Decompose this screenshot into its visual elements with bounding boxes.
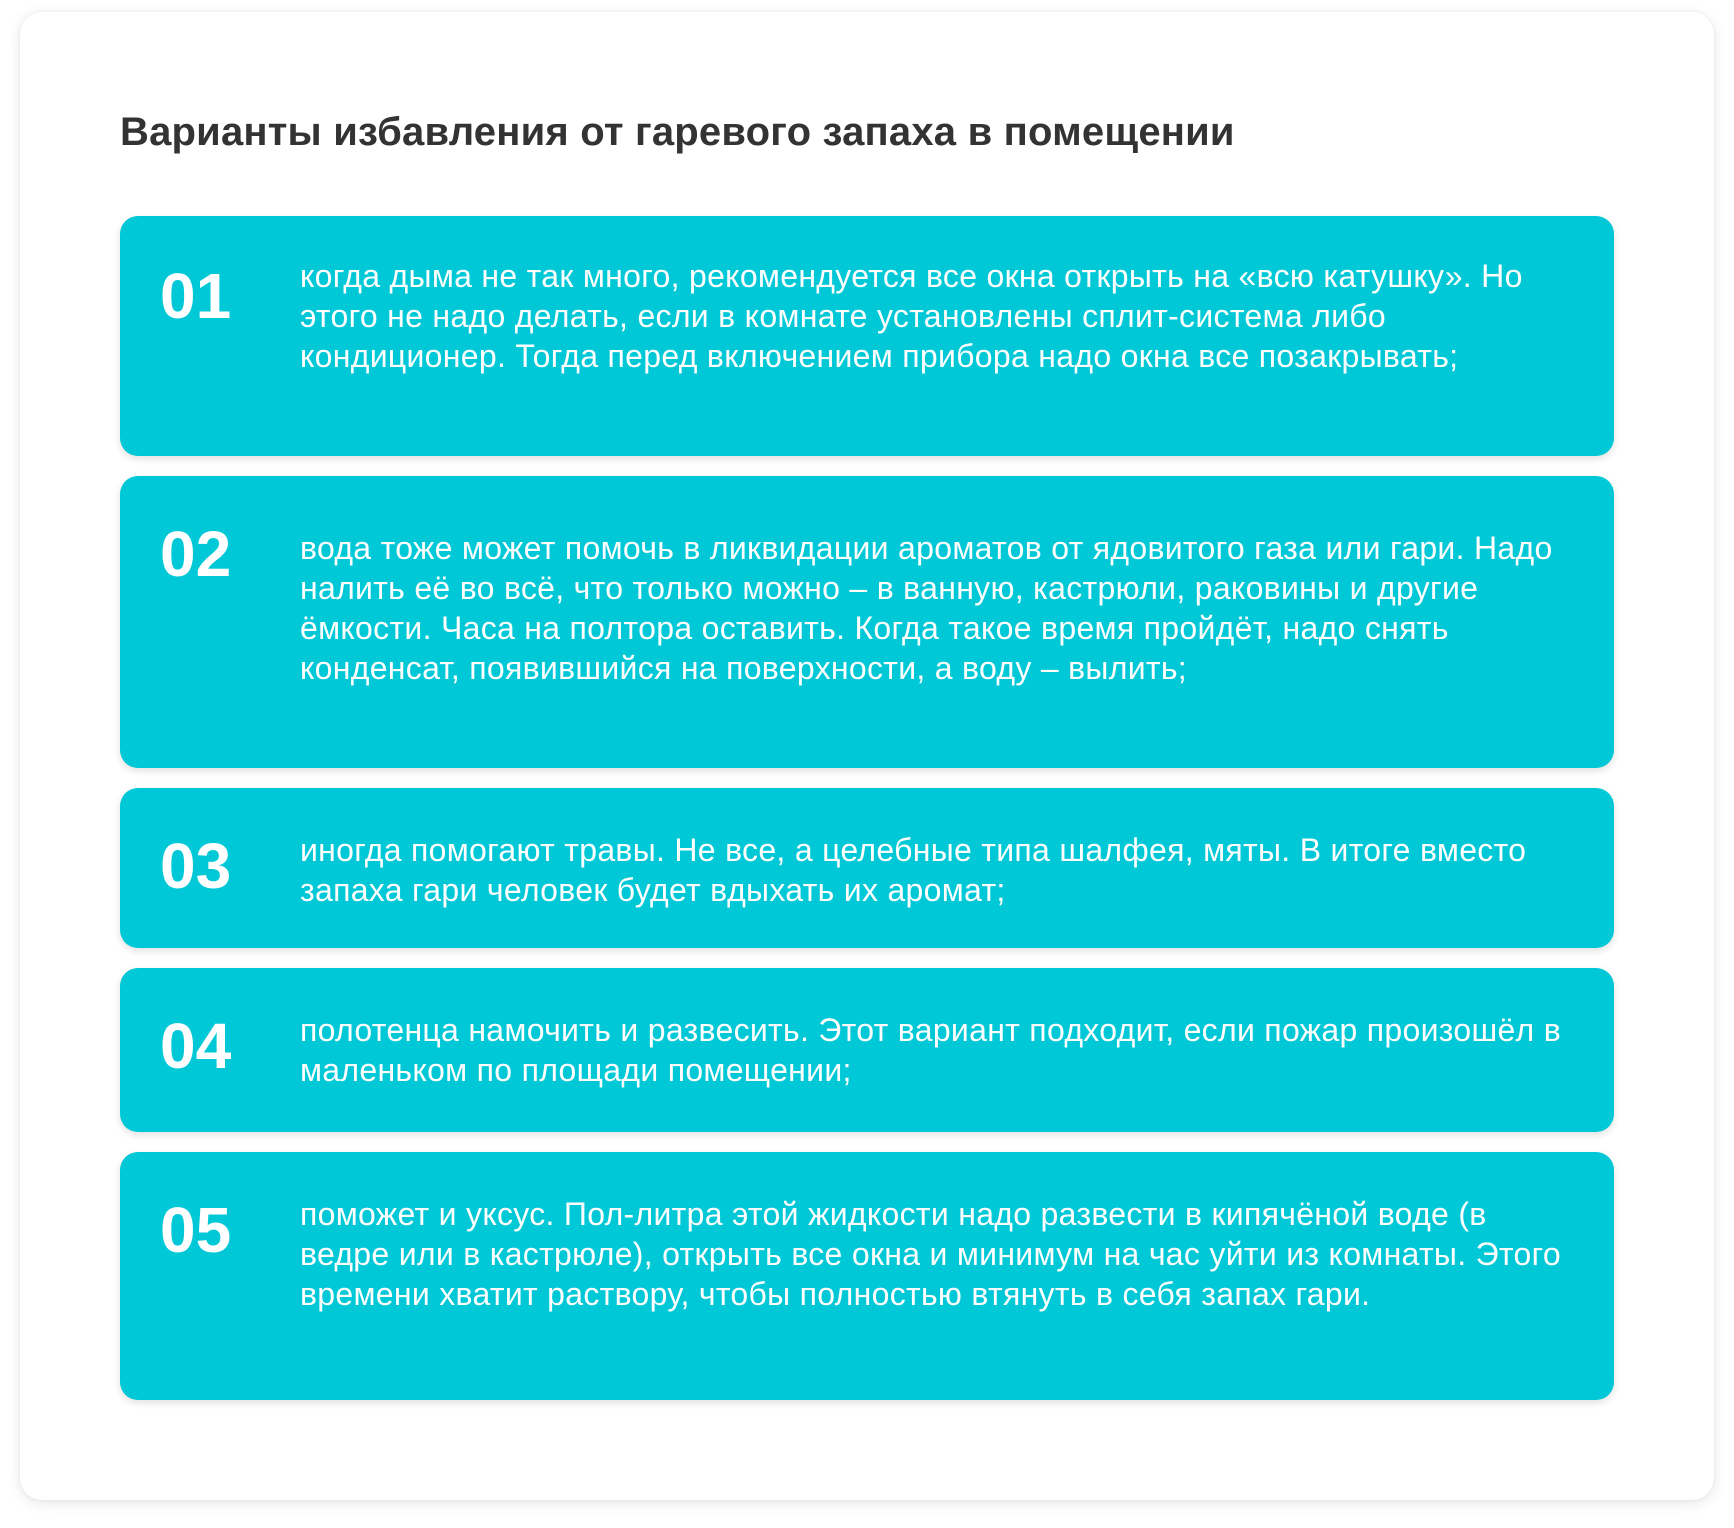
list-item-05 xyxy=(120,1152,1614,1400)
item-number: 03 xyxy=(160,830,232,902)
item-text: вода тоже может помочь в ликвидации ароматов от ядовитого газа или гари. Надо налить её во всё, что только можно – в ванную, кастрюли, раковины и другие ёмкости. Часа на полтора оставить. Когда такое время пройдёт, надо снять конденсат, появившийся на поверхности, а воду – вылить; xyxy=(300,530,1553,686)
list-item-04 xyxy=(120,968,1614,1132)
item-text: поможет и уксус. Пол-литра этой жидкости надо развести в кипячёной воде (в ведре или в кастрюле), открыть все окна и минимум на час уйти из комнаты. Этого времени хватит раствору, чтобы полностью втянуть в себя запах гари. xyxy=(300,1196,1561,1312)
list-item-03 xyxy=(120,788,1614,948)
page-title: Варианты избавления от гаревого запаха в помещении xyxy=(120,110,1235,154)
item-number: 02 xyxy=(160,518,232,590)
list-item-02 xyxy=(120,476,1614,768)
list-item-01 xyxy=(120,216,1614,456)
item-number: 01 xyxy=(160,260,232,332)
content-card xyxy=(20,12,1714,1500)
item-text: полотенца намочить и развесить. Этот вариант подходит, если пожар произошёл в маленьком по площади помещении; xyxy=(300,1012,1562,1088)
item-text: иногда помогают травы. Не все, а целебные типа шалфея, мяты. В итоге вместо запаха гари человек будет вдыхать их аромат; xyxy=(300,832,1527,908)
item-text: когда дыма не так много, рекомендуется все окна открыть на «всю катушку». Но этого не надо делать, если в комнате установлены сплит-система либо кондиционер. Тогда перед включением прибора надо окна все позакрывать; xyxy=(300,258,1523,374)
item-number: 04 xyxy=(160,1010,232,1082)
item-number: 05 xyxy=(160,1194,232,1266)
